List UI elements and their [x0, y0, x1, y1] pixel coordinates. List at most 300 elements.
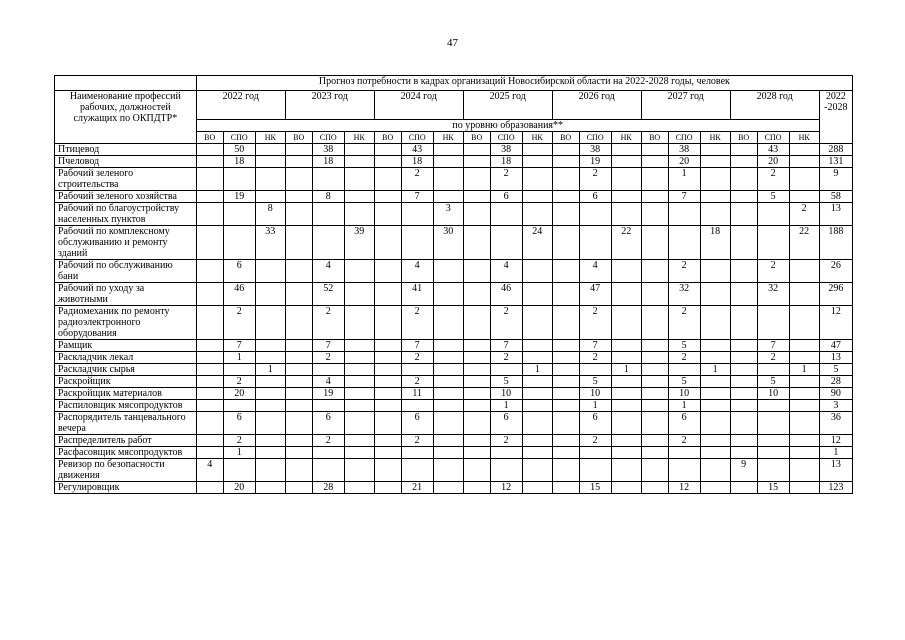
- value-cell: [285, 400, 312, 412]
- total-value-cell: 90: [819, 388, 852, 400]
- name-column-header: Наименование профессий рабочих, должностей служащих по ОКПДТР*: [55, 91, 197, 144]
- value-cell: [757, 203, 789, 226]
- value-cell: [730, 340, 757, 352]
- profession-name-cell: Рабочий зеленого хозяйства: [55, 191, 197, 203]
- value-cell: [285, 260, 312, 283]
- value-cell: [312, 226, 344, 260]
- value-cell: 2: [668, 352, 700, 364]
- value-cell: [641, 144, 668, 156]
- value-cell: 18: [700, 226, 730, 260]
- value-cell: 1: [223, 352, 255, 364]
- value-cell: 19: [312, 388, 344, 400]
- value-cell: 6: [490, 412, 522, 435]
- total-value-cell: 58: [819, 191, 852, 203]
- profession-name-cell: Распределитель работ: [55, 435, 197, 447]
- value-cell: [374, 400, 401, 412]
- value-cell: [401, 203, 433, 226]
- level-header: ВО: [552, 132, 579, 144]
- total-value-cell: 5: [819, 364, 852, 376]
- value-cell: 4: [579, 260, 611, 283]
- value-cell: 21: [401, 482, 433, 494]
- value-cell: [730, 376, 757, 388]
- value-cell: [463, 156, 490, 168]
- value-cell: [700, 352, 730, 364]
- value-cell: 5: [757, 376, 789, 388]
- value-cell: [463, 388, 490, 400]
- value-cell: 15: [579, 482, 611, 494]
- value-cell: 2: [579, 306, 611, 340]
- level-header: СПО: [401, 132, 433, 144]
- value-cell: [789, 168, 819, 191]
- value-cell: 7: [757, 340, 789, 352]
- value-cell: [255, 376, 285, 388]
- value-cell: [255, 400, 285, 412]
- value-cell: [641, 352, 668, 364]
- value-cell: [196, 435, 223, 447]
- value-cell: [552, 340, 579, 352]
- year-header: 2022 год: [196, 91, 285, 120]
- value-cell: 2: [668, 306, 700, 340]
- value-cell: 6: [401, 412, 433, 435]
- value-cell: [255, 447, 285, 459]
- total-value-cell: 131: [819, 156, 852, 168]
- value-cell: 38: [490, 144, 522, 156]
- value-cell: 2: [401, 306, 433, 340]
- table-row: [55, 459, 853, 482]
- table-row: [55, 203, 853, 226]
- value-cell: 6: [579, 191, 611, 203]
- value-cell: [730, 482, 757, 494]
- value-cell: [285, 388, 312, 400]
- value-cell: [789, 283, 819, 306]
- value-cell: 20: [757, 156, 789, 168]
- value-cell: [730, 156, 757, 168]
- value-cell: [552, 482, 579, 494]
- value-cell: [312, 168, 344, 191]
- value-cell: [312, 400, 344, 412]
- value-cell: 7: [312, 340, 344, 352]
- total-value-cell: 36: [819, 412, 852, 435]
- table-row: [55, 482, 853, 494]
- value-cell: [641, 306, 668, 340]
- value-cell: [522, 459, 552, 482]
- table-row: [55, 260, 853, 283]
- profession-name-cell: Рабочий по уходу за животными: [55, 283, 197, 306]
- value-cell: [730, 283, 757, 306]
- profession-name-cell: Птицевод: [55, 144, 197, 156]
- value-cell: [285, 156, 312, 168]
- value-cell: 5: [668, 376, 700, 388]
- value-cell: [433, 400, 463, 412]
- value-cell: [552, 168, 579, 191]
- value-cell: 24: [522, 226, 552, 260]
- total-value-cell: 123: [819, 482, 852, 494]
- value-cell: [490, 447, 522, 459]
- value-cell: [522, 376, 552, 388]
- value-cell: 2: [789, 203, 819, 226]
- value-cell: 12: [668, 482, 700, 494]
- value-cell: [374, 459, 401, 482]
- value-cell: [463, 412, 490, 435]
- table-row: [55, 340, 853, 352]
- value-cell: 2: [668, 260, 700, 283]
- value-cell: [285, 340, 312, 352]
- table-row: [55, 376, 853, 388]
- value-cell: 2: [579, 352, 611, 364]
- value-cell: 19: [579, 156, 611, 168]
- total-column-header: 2022 -2028: [819, 91, 852, 144]
- value-cell: 7: [668, 191, 700, 203]
- table-row: [55, 412, 853, 435]
- value-cell: [552, 447, 579, 459]
- value-cell: [700, 388, 730, 400]
- value-cell: [700, 400, 730, 412]
- value-cell: [522, 435, 552, 447]
- year-header: 2026 год: [552, 91, 641, 120]
- value-cell: [255, 459, 285, 482]
- value-cell: [789, 400, 819, 412]
- value-cell: [789, 191, 819, 203]
- value-cell: [374, 376, 401, 388]
- value-cell: [433, 388, 463, 400]
- value-cell: [730, 306, 757, 340]
- level-header: СПО: [668, 132, 700, 144]
- profession-name-cell: Рабочий по обслуживанию бани: [55, 260, 197, 283]
- value-cell: [196, 400, 223, 412]
- value-cell: [730, 352, 757, 364]
- value-cell: [374, 168, 401, 191]
- value-cell: [401, 364, 433, 376]
- table-row: [55, 144, 853, 156]
- value-cell: [490, 459, 522, 482]
- table-row: [55, 168, 853, 191]
- value-cell: [522, 400, 552, 412]
- value-cell: [730, 364, 757, 376]
- value-cell: [374, 435, 401, 447]
- value-cell: [312, 447, 344, 459]
- value-cell: 2: [668, 435, 700, 447]
- profession-name-cell: Раскладчик лекал: [55, 352, 197, 364]
- level-header: СПО: [223, 132, 255, 144]
- value-cell: [463, 376, 490, 388]
- value-cell: [223, 400, 255, 412]
- value-cell: [757, 226, 789, 260]
- value-cell: 20: [223, 388, 255, 400]
- value-cell: [552, 400, 579, 412]
- value-cell: [463, 482, 490, 494]
- value-cell: [552, 412, 579, 435]
- value-cell: [463, 352, 490, 364]
- profession-name-cell: Ревизор по безопасности движения: [55, 459, 197, 482]
- value-cell: [668, 203, 700, 226]
- value-cell: [463, 400, 490, 412]
- profession-name-cell: Рамщик: [55, 340, 197, 352]
- value-cell: [522, 260, 552, 283]
- value-cell: [255, 412, 285, 435]
- value-cell: [641, 459, 668, 482]
- value-cell: [374, 306, 401, 340]
- value-cell: [641, 226, 668, 260]
- profession-name-cell: Рабочий зеленого строительства: [55, 168, 197, 191]
- value-cell: [374, 144, 401, 156]
- value-cell: 1: [490, 400, 522, 412]
- value-cell: 18: [312, 156, 344, 168]
- total-value-cell: 47: [819, 340, 852, 352]
- profession-name-cell: Распорядитель танцевального вечера: [55, 412, 197, 435]
- value-cell: 1: [789, 364, 819, 376]
- value-cell: [223, 364, 255, 376]
- value-cell: [700, 376, 730, 388]
- value-cell: [611, 260, 641, 283]
- value-cell: 19: [223, 191, 255, 203]
- value-cell: [700, 340, 730, 352]
- value-cell: 6: [223, 260, 255, 283]
- value-cell: [196, 376, 223, 388]
- value-cell: [552, 283, 579, 306]
- year-header: 2028 год: [730, 91, 819, 120]
- value-cell: 2: [579, 435, 611, 447]
- value-cell: [312, 203, 344, 226]
- value-cell: [433, 340, 463, 352]
- value-cell: [611, 156, 641, 168]
- value-cell: 3: [433, 203, 463, 226]
- level-caption: по уровню образования**: [196, 120, 819, 132]
- value-cell: [463, 447, 490, 459]
- total-value-cell: 1: [819, 447, 852, 459]
- value-cell: 1: [611, 364, 641, 376]
- value-cell: [196, 364, 223, 376]
- level-header: НК: [700, 132, 730, 144]
- table-row: [55, 352, 853, 364]
- value-cell: [522, 412, 552, 435]
- value-cell: [401, 447, 433, 459]
- value-cell: 8: [255, 203, 285, 226]
- value-cell: [463, 340, 490, 352]
- value-cell: [196, 156, 223, 168]
- value-cell: 22: [611, 226, 641, 260]
- value-cell: [579, 226, 611, 260]
- value-cell: 6: [312, 412, 344, 435]
- value-cell: [611, 306, 641, 340]
- value-cell: [285, 364, 312, 376]
- value-cell: 32: [757, 283, 789, 306]
- value-cell: 5: [668, 340, 700, 352]
- value-cell: [789, 482, 819, 494]
- value-cell: 6: [579, 412, 611, 435]
- value-cell: [374, 388, 401, 400]
- value-cell: [552, 260, 579, 283]
- value-cell: [255, 283, 285, 306]
- profession-name-cell: Рабочий по комплексному обслуживанию и ремонту зданий: [55, 226, 197, 260]
- value-cell: [196, 144, 223, 156]
- total-value-cell: 13: [819, 203, 852, 226]
- value-cell: [344, 435, 374, 447]
- value-cell: 12: [490, 482, 522, 494]
- value-cell: [730, 388, 757, 400]
- value-cell: [401, 400, 433, 412]
- value-cell: 1: [700, 364, 730, 376]
- value-cell: [641, 203, 668, 226]
- value-cell: [641, 168, 668, 191]
- value-cell: 2: [757, 260, 789, 283]
- table-row: [55, 226, 853, 260]
- value-cell: [552, 459, 579, 482]
- value-cell: [463, 168, 490, 191]
- value-cell: [285, 144, 312, 156]
- profession-name-cell: Пчеловод: [55, 156, 197, 168]
- value-cell: [789, 156, 819, 168]
- value-cell: [789, 447, 819, 459]
- value-cell: [255, 156, 285, 168]
- value-cell: [579, 447, 611, 459]
- value-cell: [433, 283, 463, 306]
- value-cell: [312, 364, 344, 376]
- value-cell: [611, 283, 641, 306]
- value-cell: [285, 283, 312, 306]
- value-cell: 2: [490, 168, 522, 191]
- value-cell: [285, 168, 312, 191]
- value-cell: [522, 168, 552, 191]
- value-cell: [344, 283, 374, 306]
- value-cell: [196, 482, 223, 494]
- value-cell: [433, 260, 463, 283]
- value-cell: [668, 364, 700, 376]
- value-cell: 2: [401, 376, 433, 388]
- value-cell: 43: [757, 144, 789, 156]
- value-cell: [641, 283, 668, 306]
- value-cell: [374, 283, 401, 306]
- value-cell: [374, 447, 401, 459]
- value-cell: [579, 364, 611, 376]
- value-cell: [700, 144, 730, 156]
- value-cell: 2: [757, 352, 789, 364]
- value-cell: [344, 388, 374, 400]
- value-cell: [223, 459, 255, 482]
- level-header: НК: [789, 132, 819, 144]
- value-cell: [757, 447, 789, 459]
- value-cell: [730, 203, 757, 226]
- value-cell: [641, 376, 668, 388]
- value-cell: [344, 400, 374, 412]
- value-cell: [611, 482, 641, 494]
- value-cell: 2: [223, 306, 255, 340]
- value-cell: [344, 412, 374, 435]
- value-cell: 1: [255, 364, 285, 376]
- value-cell: [285, 191, 312, 203]
- value-cell: 5: [490, 376, 522, 388]
- value-cell: 7: [401, 191, 433, 203]
- value-cell: [196, 447, 223, 459]
- value-cell: [641, 400, 668, 412]
- total-value-cell: 3: [819, 400, 852, 412]
- value-cell: [255, 144, 285, 156]
- value-cell: [730, 191, 757, 203]
- value-cell: 7: [579, 340, 611, 352]
- value-cell: [344, 340, 374, 352]
- value-cell: [789, 388, 819, 400]
- value-cell: [730, 435, 757, 447]
- table-row: [55, 388, 853, 400]
- value-cell: [700, 482, 730, 494]
- value-cell: [611, 447, 641, 459]
- value-cell: [223, 226, 255, 260]
- value-cell: [552, 203, 579, 226]
- value-cell: [344, 156, 374, 168]
- value-cell: [344, 260, 374, 283]
- level-header: НК: [433, 132, 463, 144]
- value-cell: [757, 412, 789, 435]
- value-cell: [344, 306, 374, 340]
- value-cell: [789, 340, 819, 352]
- value-cell: [196, 412, 223, 435]
- value-cell: [522, 144, 552, 156]
- value-cell: [463, 203, 490, 226]
- value-cell: [463, 144, 490, 156]
- value-cell: 10: [757, 388, 789, 400]
- value-cell: [223, 168, 255, 191]
- value-cell: [255, 306, 285, 340]
- value-cell: [611, 168, 641, 191]
- value-cell: [611, 459, 641, 482]
- value-cell: [374, 364, 401, 376]
- value-cell: 11: [401, 388, 433, 400]
- value-cell: [552, 144, 579, 156]
- value-cell: [700, 191, 730, 203]
- personnel-forecast-table: [54, 75, 853, 494]
- value-cell: [611, 203, 641, 226]
- value-cell: [285, 447, 312, 459]
- value-cell: [433, 459, 463, 482]
- value-cell: 28: [312, 482, 344, 494]
- table-row: [55, 306, 853, 340]
- value-cell: [285, 226, 312, 260]
- level-header: СПО: [312, 132, 344, 144]
- value-cell: [196, 352, 223, 364]
- value-cell: [552, 435, 579, 447]
- header-empty-cell: [55, 76, 197, 91]
- value-cell: [285, 376, 312, 388]
- value-cell: [641, 388, 668, 400]
- value-cell: [611, 340, 641, 352]
- value-cell: [789, 376, 819, 388]
- value-cell: [700, 459, 730, 482]
- value-cell: [789, 435, 819, 447]
- value-cell: [730, 400, 757, 412]
- value-cell: 4: [401, 260, 433, 283]
- value-cell: [757, 435, 789, 447]
- value-cell: [344, 459, 374, 482]
- value-cell: 1: [579, 400, 611, 412]
- value-cell: [433, 412, 463, 435]
- value-cell: 2: [312, 306, 344, 340]
- value-cell: [344, 447, 374, 459]
- value-cell: [312, 459, 344, 482]
- value-cell: [522, 482, 552, 494]
- value-cell: [611, 352, 641, 364]
- value-cell: [433, 482, 463, 494]
- value-cell: [730, 226, 757, 260]
- table-row: [55, 435, 853, 447]
- value-cell: [730, 168, 757, 191]
- value-cell: [255, 340, 285, 352]
- value-cell: [344, 144, 374, 156]
- value-cell: [433, 435, 463, 447]
- level-header: НК: [255, 132, 285, 144]
- value-cell: [223, 203, 255, 226]
- year-header: 2023 год: [285, 91, 374, 120]
- value-cell: [285, 482, 312, 494]
- value-cell: 2: [312, 435, 344, 447]
